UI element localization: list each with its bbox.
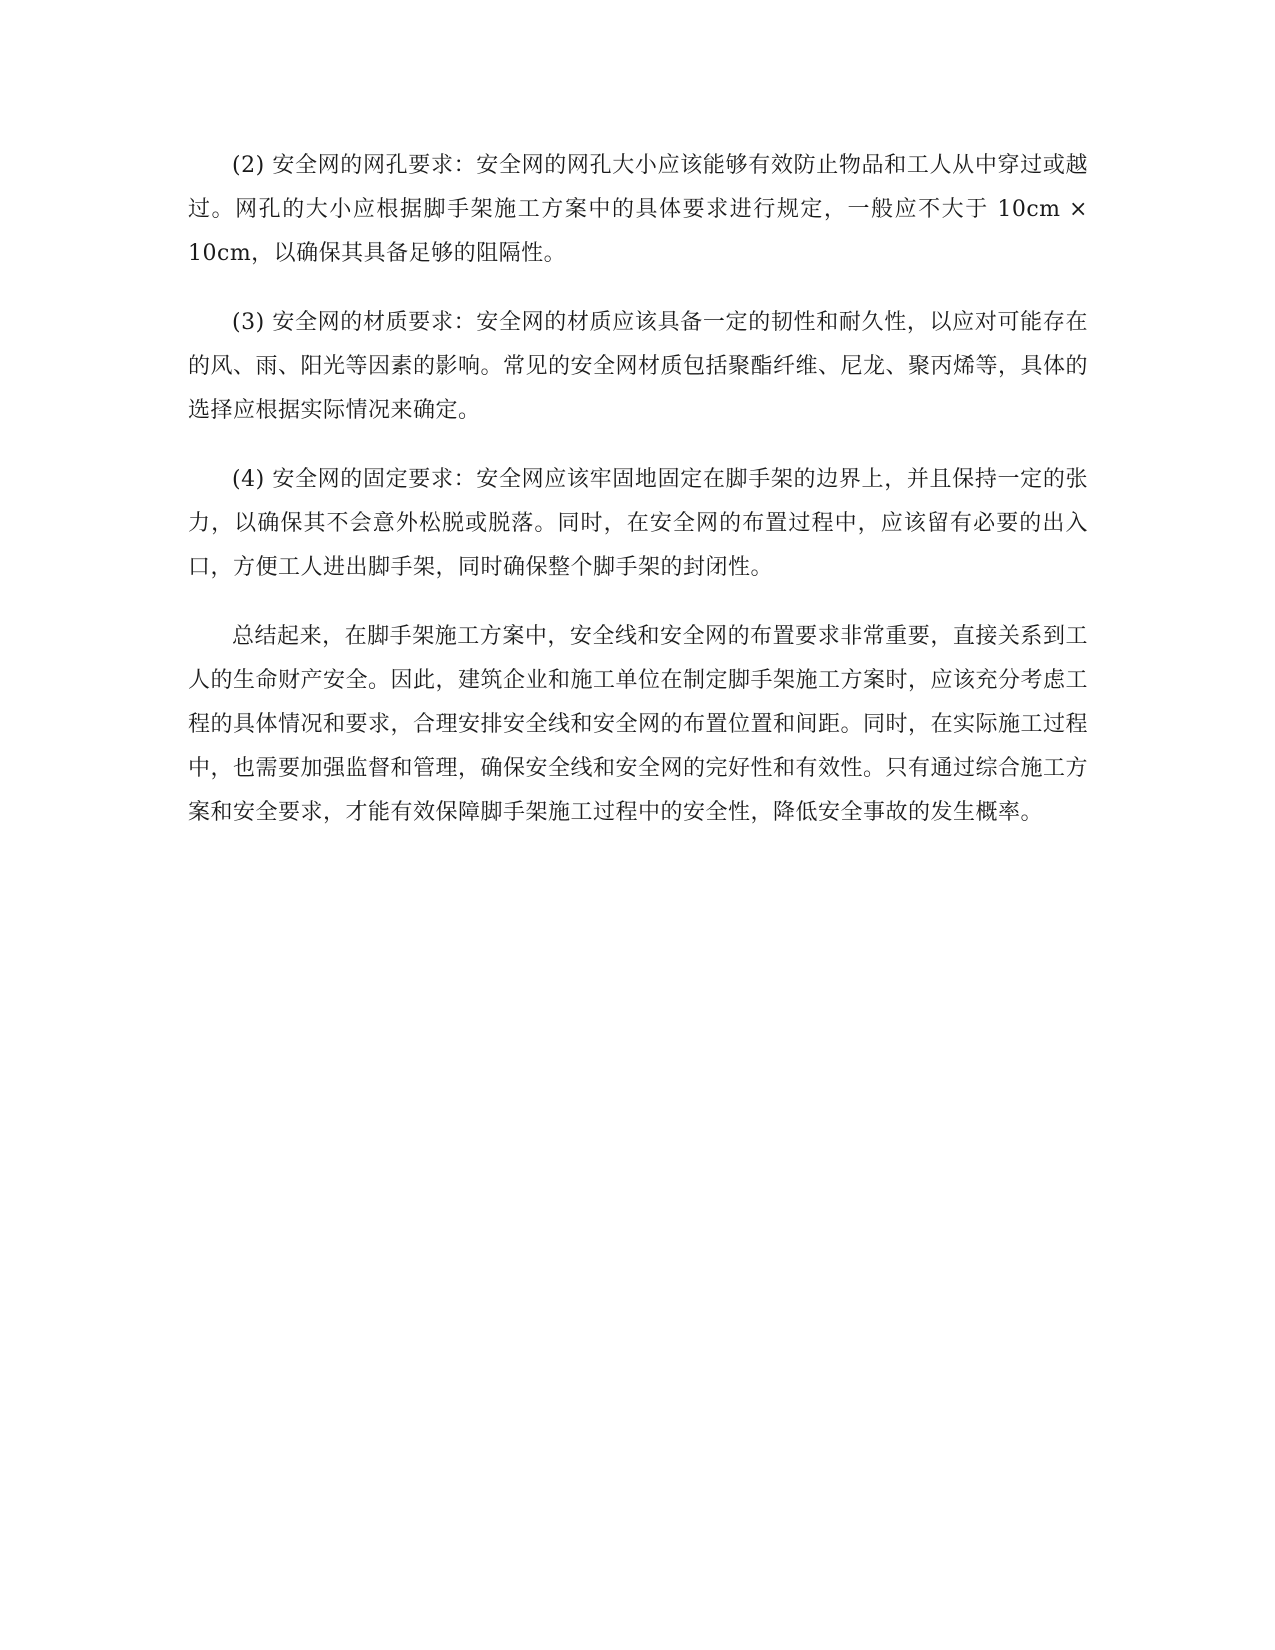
paragraph-mesh-size: (2) 安全网的网孔要求：安全网的网孔大小应该能够有效防止物品和工人从中穿过或越过。网孔的大小应根据脚手架施工方案中的具体要求进行规定，一般应不大于 10cm × 10cm，以确保其具备足够的阻隔性。 bbox=[188, 153, 1088, 266]
paragraph-material: (3) 安全网的材质要求：安全网的材质应该具备一定的韧性和耐久性，以应对可能存在的风、雨、阳光等因素的影响。常见的安全网材质包括聚酯纤维、尼龙、聚丙烯等，具体的选择应根据实际情况来确定。 bbox=[188, 310, 1089, 423]
paragraph-fixing: (4) 安全网的固定要求：安全网应该牢固地固定在脚手架的边界上，并且保持一定的张力，以确保其不会意外松脱或脱落。同时，在安全网的布置过程中，应该留有必要的出入口，方便工人进出脚手架，同时确保整个脚手架的封闭性。 bbox=[188, 467, 1088, 580]
document-body bbox=[188, 144, 1088, 860]
paragraph-summary: 总结起来，在脚手架施工方案中，安全线和安全网的布置要求非常重要，直接关系到工人的生命财产安全。因此，建筑企业和施工单位在制定脚手架施工方案时，应该充分考虑工程的具体情况和要求，合理安排安全线和安全网的布置位置和间距。同时，在实际施工过程中，也需要加强监督和管理，确保安全线和安全网的完好性和有效性。只有通过综合施工方案和安全要求，才能有效保障脚手架施工过程中的安全性，降低安全事故的发生概率。 bbox=[188, 624, 1089, 825]
